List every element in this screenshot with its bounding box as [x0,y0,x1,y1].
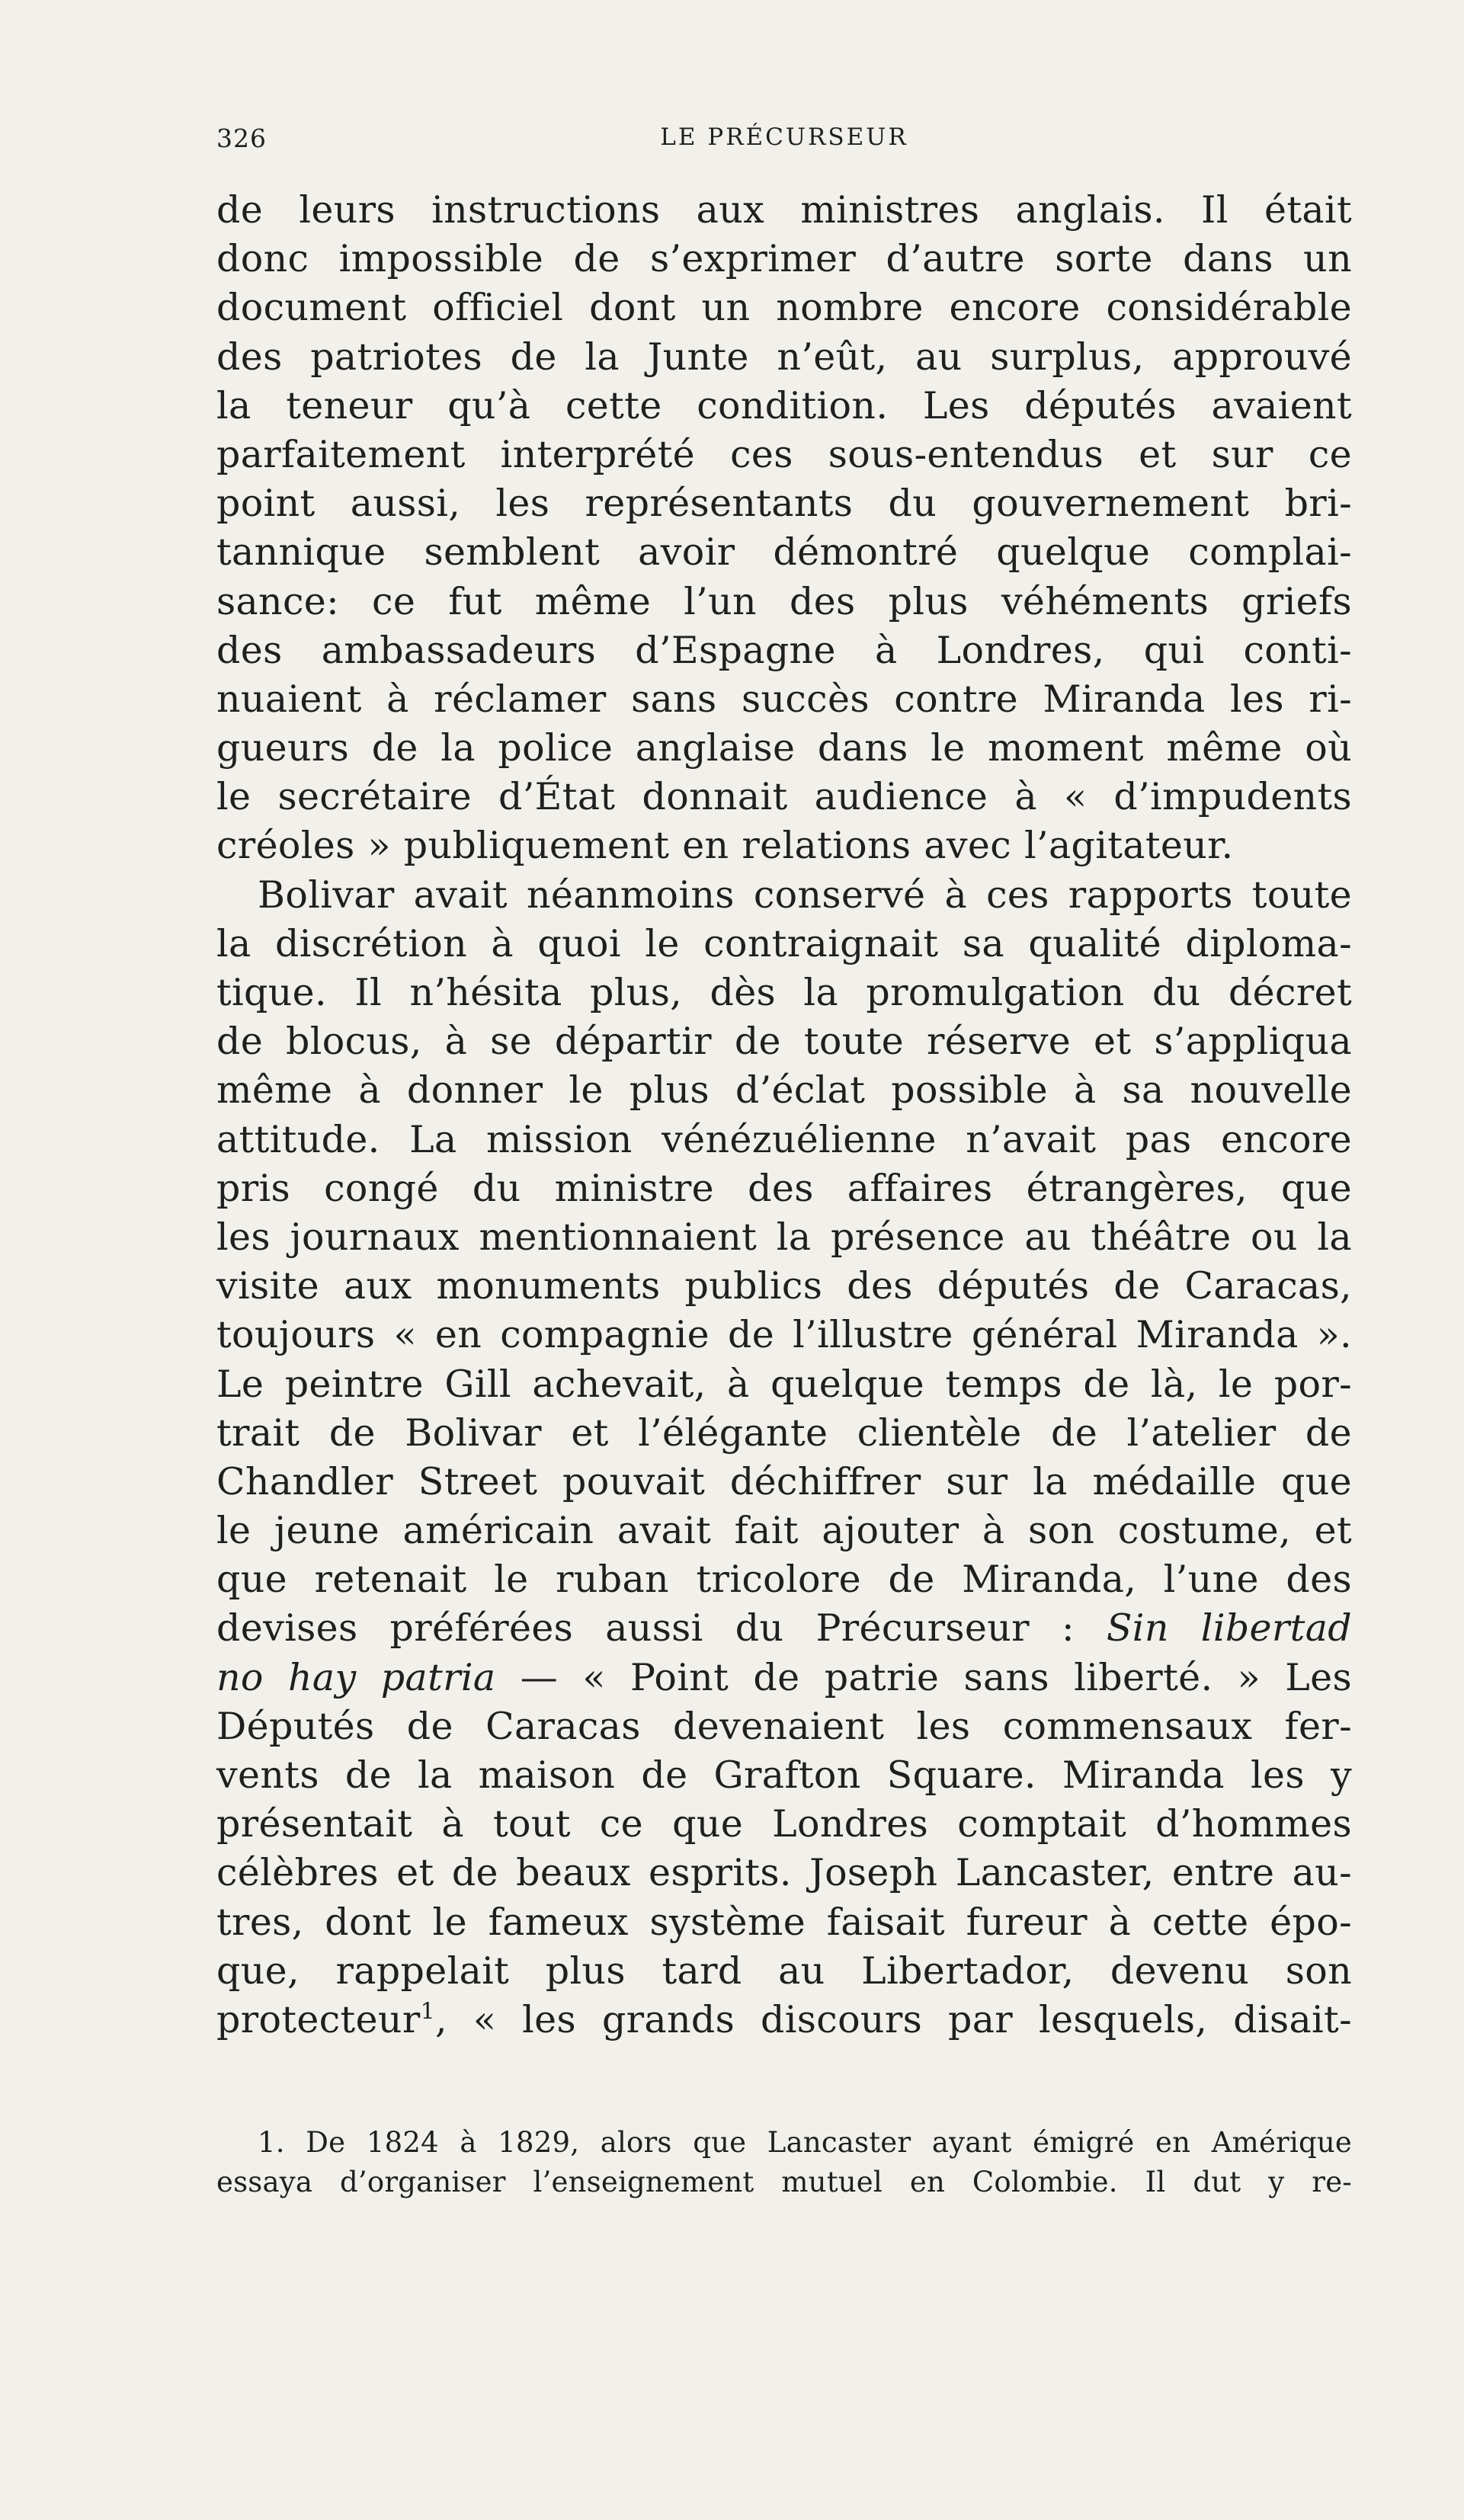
text-line: visite aux monuments publics des députés de Caracas, [216,1264,1352,1308]
text-line [216,1654,1352,1702]
text-line [216,1604,1352,1653]
text-line: que, rappelait plus tard au Libertador, devenu son [216,1948,1352,1993]
text-line: que retenait le ruban tricolore de Miranda, l’une des [216,1558,1352,1602]
text-line: des ambassadeurs d’Espagne à Londres, qui conti- [216,628,1352,672]
text-line: nuaient à réclamer sans succès contre Miranda les ri- [216,677,1352,721]
text-fragment: — « Point de patrie sans liberté. » Les [520,1655,1352,1699]
italic-motto: Sin libertad [1106,1606,1353,1651]
text-line: présentait à tout ce que Londres comptait d’hommes [216,1802,1352,1846]
text-line: les journaux mentionnaient la présence au théâtre ou la [216,1215,1352,1259]
text-line: document officiel dont un nombre encore considérable [216,286,1352,330]
text-line: gueurs de la police anglaise dans le moment même où [216,726,1352,770]
text-fragment: protecteur [216,1997,421,2041]
text-line: trait de Bolivar et l’élégante clientèle de l’atelier de [216,1410,1352,1455]
text-fragment: , « les grands discours par lesquels, disait- [435,1997,1352,2041]
text-line: le jeune américain avait fait ajouter à son costume, et [216,1509,1352,1553]
text-line: des patriotes de la Junte n’eût, au surplus, approuvé [216,335,1352,379]
text-line: même à donner le plus d’éclat possible à sa nouvelle [216,1068,1352,1113]
text-line: tannique semblent avoir démontré quelque complai- [216,530,1352,575]
text-line: Bolivar avait néanmoins conservé à ces rapports toute [258,873,1352,917]
text-line: Le peintre Gill achevait, à quelque temps de là, le por- [216,1362,1352,1406]
text-line: de leurs instructions aux ministres anglais. Il était [216,188,1352,232]
text-line: célèbres et de beaux esprits. Joseph Lancaster, entre au- [216,1851,1352,1895]
main-text [216,186,1352,2044]
text-line: Députés de Caracas devenaient les commensaux fer- [216,1704,1352,1748]
text-line: le secrétaire d’État donnait audience à « d’impudents [216,775,1352,819]
text-line: de blocus, à se départir de toute réserve et s’appliqua [216,1020,1352,1064]
footnotes [216,2123,1352,2202]
running-title: LE PRÉCURSEUR [660,123,908,151]
text-line [216,1996,1352,2044]
text-line: la teneur qu’à cette condition. Les députés avaient [216,383,1352,427]
text-line: vents de la maison de Grafton Square. Miranda les y [216,1753,1352,1797]
text-line: point aussi, les représentants du gouvernement bri- [216,482,1352,526]
footnote-reference[interactable]: 1 [420,1998,436,2025]
text-fragment: devises préférées aussi du Précurseur : [216,1606,1107,1651]
text-line: sance: ce fut même l’un des plus véhéments griefs [216,579,1352,623]
text-line: toujours « en compagnie de l’illustre général Miranda ». [216,1313,1352,1357]
text-line: parfaitement interprété ces sous-entendus et sur ce [216,432,1352,476]
text-line: attitude. La mission vénézuélienne n’avait pas encore [216,1117,1352,1161]
text-line: donc impossible de s’exprimer d’autre sorte dans un [216,237,1352,281]
page-number: 326 [216,123,267,153]
italic-motto: no hay patria [216,1655,496,1699]
text-line: pris congé du ministre des affaires étrangères, que [216,1166,1352,1210]
text-line: tres, dont le fameux système faisait fureur à cette épo- [216,1900,1352,1944]
text-line: tique. Il n’hésita plus, dès la promulgation du décret [216,971,1352,1014]
page-header [216,123,1352,154]
footnote-line: essaya d’organiser l’enseignement mutuel en Colombie. Il dut y re- [216,2166,1352,2198]
text-line: la discrétion à quoi le contraignait sa qualité diploma- [216,921,1352,965]
text-line: créoles » publiquement en relations avec l’agitateur. [216,824,1234,868]
footnote-line: 1. De 1824 à 1829, alors que Lancaster ayant émigré en Amérique [258,2126,1352,2159]
text-line: Chandler Street pouvait déchiffrer sur la médaille que [216,1459,1352,1503]
